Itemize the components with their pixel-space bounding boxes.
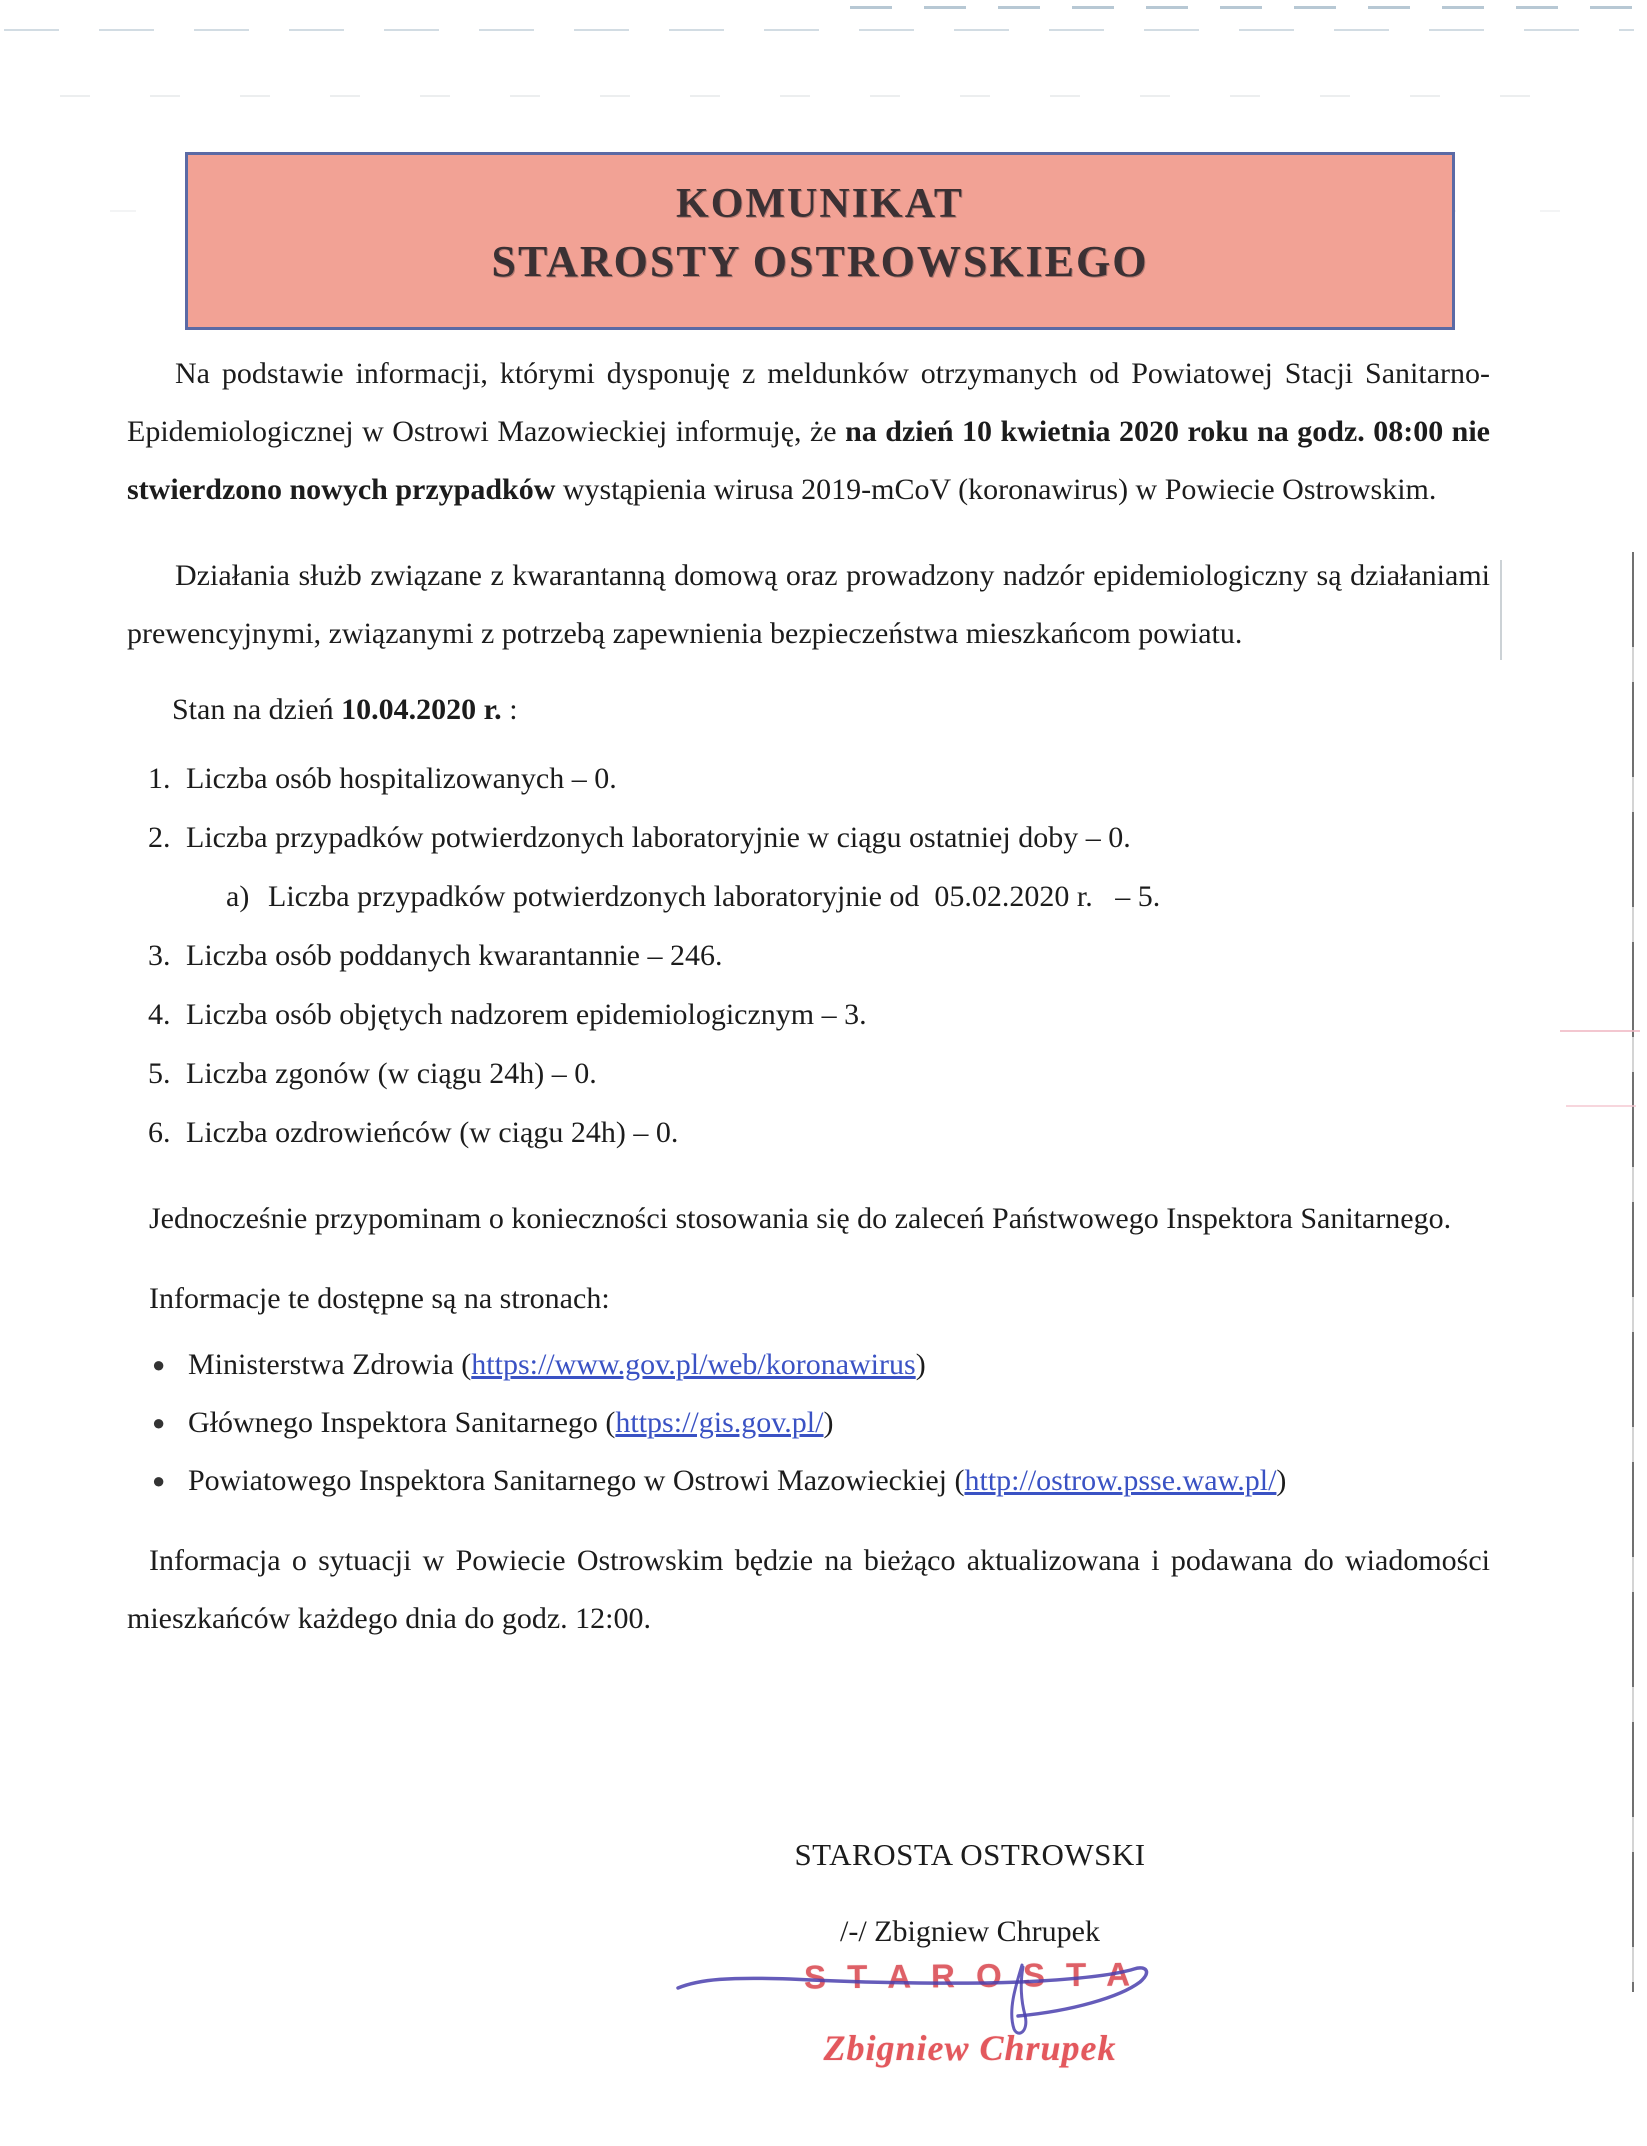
starosta-stamp: S T A R O S T A (803, 1955, 1137, 1996)
list-item (127, 808, 1490, 867)
link-psse-ostrow[interactable]: http://ostrow.psse.waw.pl/ (964, 1464, 1277, 1497)
list-item (127, 1044, 1490, 1103)
sources-intro: Informacje te dostępne są na stronach: (149, 1282, 610, 1315)
list-item-marker: 4. (148, 998, 171, 1031)
list-item-marker: 3. (148, 939, 171, 972)
statistics-list (127, 749, 1490, 1162)
banner-title-line2: STAROSTY OSTROWSKIEGO (491, 237, 1149, 286)
list-item-text: Liczba zgonów (w ciągu 24h) – 0. (186, 1057, 597, 1090)
list-item-text: Liczba osób poddanych kwarantannie – 246. (186, 939, 723, 972)
reminder-paragraph: Jednocześnie przypominam o konieczności stosowania się do zaleceń Państwowego Inspektora Sanitarnego. (149, 1202, 1452, 1235)
source-item (127, 1394, 1490, 1452)
intro-paragraph (127, 345, 1490, 519)
signature-block (660, 1835, 1280, 2068)
source-text (188, 1452, 1286, 1510)
list-item (127, 926, 1490, 985)
link-gov-koronawirus[interactable]: https://www.gov.pl/web/koronawirus (471, 1348, 916, 1381)
bullet-icon: ● (152, 1468, 166, 1493)
source-prefix: Głównego Inspektora Sanitarnego ( (188, 1406, 616, 1439)
list-item-marker: a) (226, 880, 250, 913)
status-prefix: Stan na dzień (172, 693, 342, 726)
status-date-line (127, 681, 1490, 739)
list-item-text: Liczba przypadków potwierdzonych laboratoryjnie od 05.02.2020 r. – 5. (268, 880, 1161, 913)
list-item-text: Liczba osób hospitalizowanych – 0. (186, 762, 617, 795)
banner-title-line1: KOMUNIKAT (676, 181, 964, 227)
list-item-marker: 5. (148, 1057, 171, 1090)
list-item-text: Liczba przypadków potwierdzonych laboratoryjnie w ciągu ostatniej doby – 0. (186, 821, 1131, 854)
list-item (127, 1103, 1490, 1162)
status-date: 10.04.2020 r. (341, 693, 502, 726)
list-item (127, 749, 1490, 808)
list-item-marker: 6. (148, 1116, 171, 1149)
zbigniew-chrupek-stamp: Zbigniew Chrupek (823, 2028, 1117, 2068)
list-item-text: Liczba ozdrowieńców (w ciągu 24h) – 0. (186, 1116, 679, 1149)
update-info-paragraph: Informacja o sytuacji w Powiecie Ostrowskim będzie na bieżąco aktualizowana i podawana do wiadomości mieszkańców każdego dnia do godz. 12:00. (127, 1544, 1490, 1635)
source-prefix: Powiatowego Inspektora Sanitarnego w Ostrowi Mazowieckiej ( (188, 1464, 965, 1497)
intro-paragraph-text: Na podstawie informacji, którymi dysponuję z meldunków otrzymanych od Powiatowej Stacji Sanitarno-Epidemiologicznej w Ostrowi Mazowieckiej informuję, że (127, 357, 1490, 448)
source-suffix: ) (823, 1406, 834, 1439)
intro-paragraph-text-end: wystąpienia wirusa 2019-mCoV (koronawirus) w Powiecie Ostrowskim. (555, 473, 1437, 506)
list-subitem (127, 867, 1490, 926)
source-prefix: Ministerstwa Zdrowia ( (188, 1348, 472, 1381)
source-text (188, 1394, 833, 1452)
bullet-icon: ● (152, 1410, 166, 1435)
source-item (127, 1336, 1490, 1394)
signature-name: /-/ Zbigniew Chrupek (840, 1915, 1100, 1948)
status-suffix: : (501, 693, 518, 726)
source-text (188, 1336, 926, 1394)
list-item-text: Liczba osób objętych nadzorem epidemiologicznym – 3. (186, 998, 867, 1031)
list-item-marker: 1. (148, 762, 171, 795)
link-gis[interactable]: https://gis.gov.pl/ (615, 1406, 824, 1439)
source-suffix: ) (915, 1348, 926, 1381)
intro-paragraph-bold-statement: na dzień 10 kwietnia 2020 roku na godz. 08:00 nie stwierdzono nowych przypadków (127, 415, 1490, 506)
source-suffix: ) (1276, 1464, 1287, 1497)
sources-list (127, 1336, 1490, 1510)
list-item (127, 985, 1490, 1044)
list-item-marker: 2. (148, 821, 171, 854)
quarantine-paragraph: Działania służb związane z kwarantanną domową oraz prowadzony nadzór epidemiologiczny są działaniami prewencyjnymi, związanymi z potrzebą zapewnienia bezpieczeństwa mieszkańcom powiatu. (127, 559, 1490, 650)
source-item (127, 1452, 1490, 1510)
signature-title: STAROSTA OSTROWSKI (794, 1837, 1146, 1872)
bullet-icon: ● (152, 1352, 166, 1377)
